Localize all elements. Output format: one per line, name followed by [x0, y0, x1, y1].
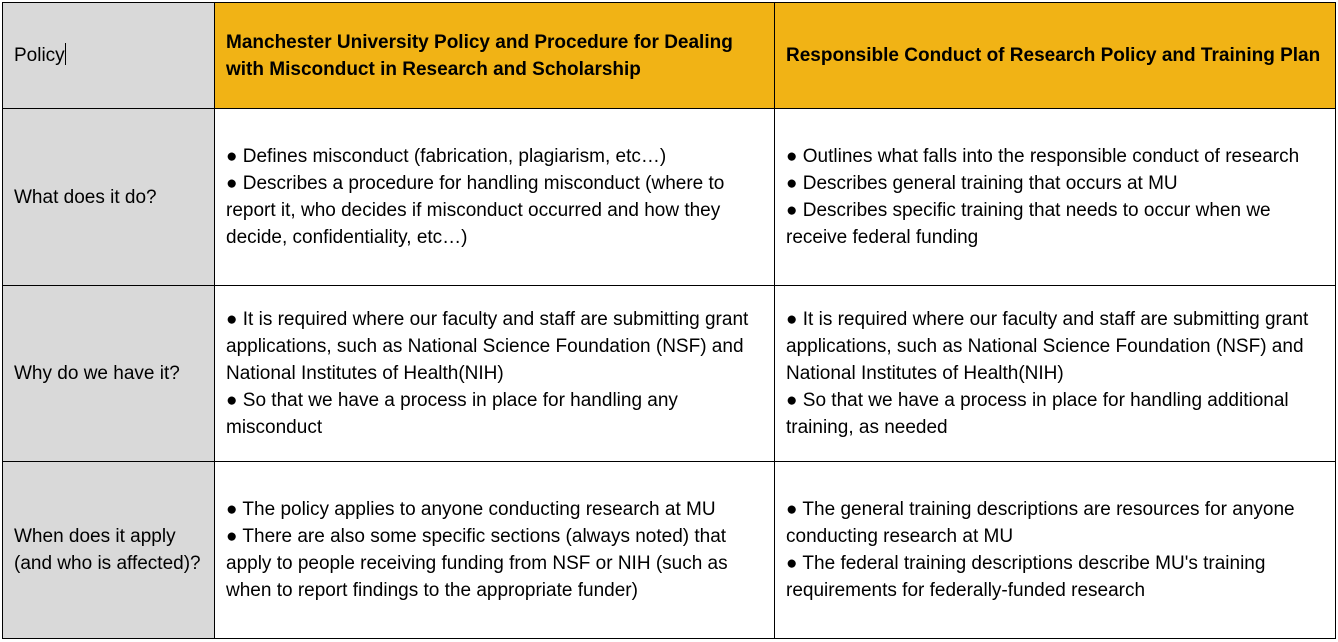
row-col1-cell[interactable]: [215, 462, 775, 639]
bullet-item: [226, 143, 763, 170]
bullet-item: [226, 496, 763, 523]
bullet-text: The general training descriptions are resources for anyone conducting research at MU: [786, 499, 1295, 547]
bullet-text: So that we have a process in place for handling any misconduct: [226, 390, 678, 438]
row-col2-cell[interactable]: [775, 286, 1336, 462]
header-label: Policy: [14, 45, 65, 66]
bullet-text: Outlines what falls into the responsible conduct of research: [802, 146, 1300, 167]
text-cursor: [65, 43, 66, 65]
bullet-icon: ●: [786, 309, 798, 330]
row-label-cell[interactable]: [3, 286, 215, 462]
table-header-row: [3, 3, 1336, 109]
header-col2-title: Responsible Conduct of Research Policy and Training Plan: [786, 45, 1321, 66]
table-row: [3, 109, 1336, 286]
row-col2-cell[interactable]: [775, 462, 1336, 639]
row-col1-cell[interactable]: [215, 286, 775, 462]
bullet-icon: ●: [226, 526, 238, 547]
bullet-text: The federal training descriptions describe MU's training requirements for federally-funded research: [786, 553, 1266, 601]
header-label-cell[interactable]: [3, 3, 215, 109]
bullet-item: [226, 387, 763, 441]
bullet-item: [786, 143, 1324, 170]
bullet-item: [226, 170, 763, 251]
bullet-text: It is required where our faculty and staff are submitting grant applications, such as National Science Foundation (NSF) and National Institutes of Health(NIH): [786, 309, 1309, 384]
bullet-text: The policy applies to anyone conducting research at MU: [242, 499, 716, 520]
bullet-icon: ●: [226, 146, 238, 167]
bullet-icon: ●: [786, 146, 798, 167]
table-row: [3, 462, 1336, 639]
bullet-icon: ●: [226, 173, 238, 194]
bullet-item: [226, 523, 763, 604]
bullet-icon: ●: [786, 173, 798, 194]
bullet-text: So that we have a process in place for handling additional training, as needed: [786, 390, 1289, 438]
bullet-icon: ●: [226, 309, 238, 330]
bullet-text: There are also some specific sections (always noted) that apply to people receiving funding from NSF or NIH (such as when to report findings to the appropriate funder): [226, 526, 728, 601]
bullet-item: [786, 387, 1324, 441]
bullet-icon: ●: [786, 553, 798, 574]
bullet-item: [786, 496, 1324, 550]
bullet-item: [786, 197, 1324, 251]
bullet-text: Describes specific training that needs to occur when we receive federal funding: [786, 200, 1271, 248]
bullet-icon: ●: [786, 390, 798, 411]
row-label: What does it do?: [14, 186, 157, 208]
bullet-icon: ●: [786, 499, 798, 520]
bullet-icon: ●: [226, 499, 238, 520]
bullet-text: Describes a procedure for handling misconduct (where to report it, who decides if misconduct occurred and how they decide, confidentiality, etc…): [226, 173, 725, 248]
bullet-item: [786, 170, 1324, 197]
policy-comparison-table: [2, 2, 1336, 639]
row-label-cell[interactable]: [3, 109, 215, 286]
bullet-icon: ●: [226, 390, 238, 411]
row-label: Why do we have it?: [14, 363, 180, 384]
bullet-icon: ●: [786, 200, 798, 221]
header-col1-cell[interactable]: [215, 3, 775, 109]
row-label-cell[interactable]: [3, 462, 215, 639]
bullet-item: [786, 306, 1324, 387]
header-col2-cell[interactable]: [775, 3, 1336, 109]
bullet-text: It is required where our faculty and staff are submitting grant applications, such as National Science Foundation (NSF) and National Institutes of Health(NIH): [226, 309, 749, 384]
bullet-text: Describes general training that occurs at MU: [802, 173, 1178, 194]
row-col2-cell[interactable]: [775, 109, 1336, 286]
table-row: [3, 286, 1336, 462]
bullet-text: Defines misconduct (fabrication, plagiarism, etc…): [242, 146, 667, 167]
row-label: When does it apply (and who is affected)?: [14, 526, 201, 574]
bullet-item: [786, 550, 1324, 604]
row-col1-cell[interactable]: [215, 109, 775, 286]
bullet-item: [226, 306, 763, 387]
header-col1-title: Manchester University Policy and Procedure for Dealing with Misconduct in Research and Scholarship: [226, 31, 733, 80]
